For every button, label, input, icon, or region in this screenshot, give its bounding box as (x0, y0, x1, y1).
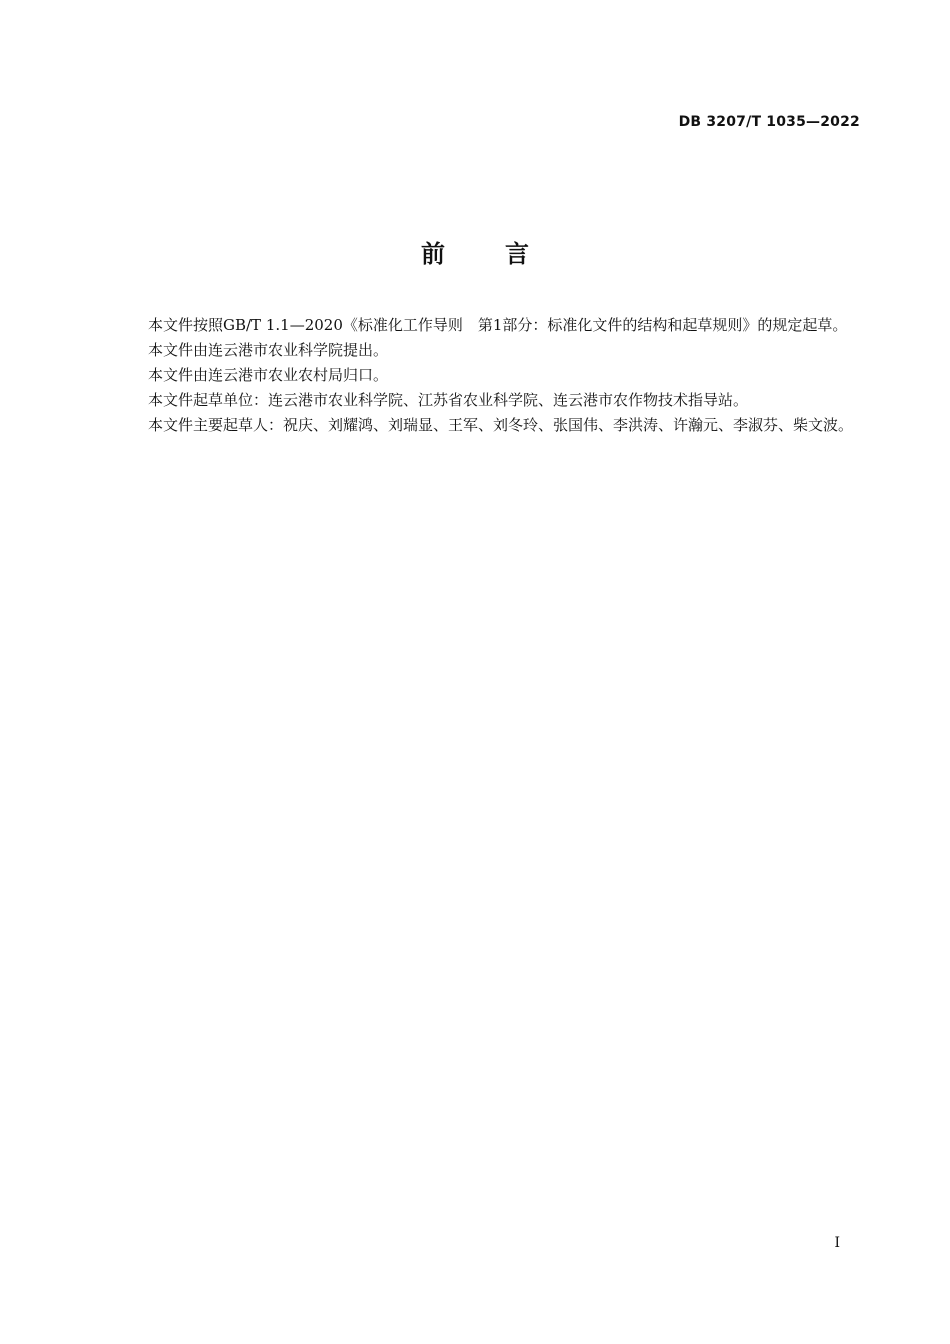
title-char-2: 言 (505, 240, 529, 268)
paragraph-proposed-by: 本文件由连云港市农业科学院提出。 (148, 341, 389, 359)
paragraph-centralized-by: 本文件由连云港市农业农村局归口。 (148, 366, 389, 384)
document-code: DB 3207/T 1035—2022 (678, 114, 860, 130)
paragraph-drafters: 本文件主要起草人：祝庆、刘耀鸿、刘瑞显、王军、刘冬玲、张国伟、李洪涛、许瀚元、李淑芬、柴文波。 (148, 416, 854, 434)
paragraph-drafting-rules: 本文件按照GB/T 1.1—2020《标准化工作导则 第1部分：标准化文件的结构和起草规则》的规定起草。 (148, 316, 848, 334)
paragraph-drafting-units: 本文件起草单位：连云港市农业科学院、江苏省农业科学院、连云港市农作物技术指导站。 (148, 391, 749, 409)
title-char-1: 前 (421, 240, 445, 268)
preface-body (113, 313, 861, 438)
page-number: I (834, 1235, 840, 1251)
page-title (0, 234, 950, 269)
